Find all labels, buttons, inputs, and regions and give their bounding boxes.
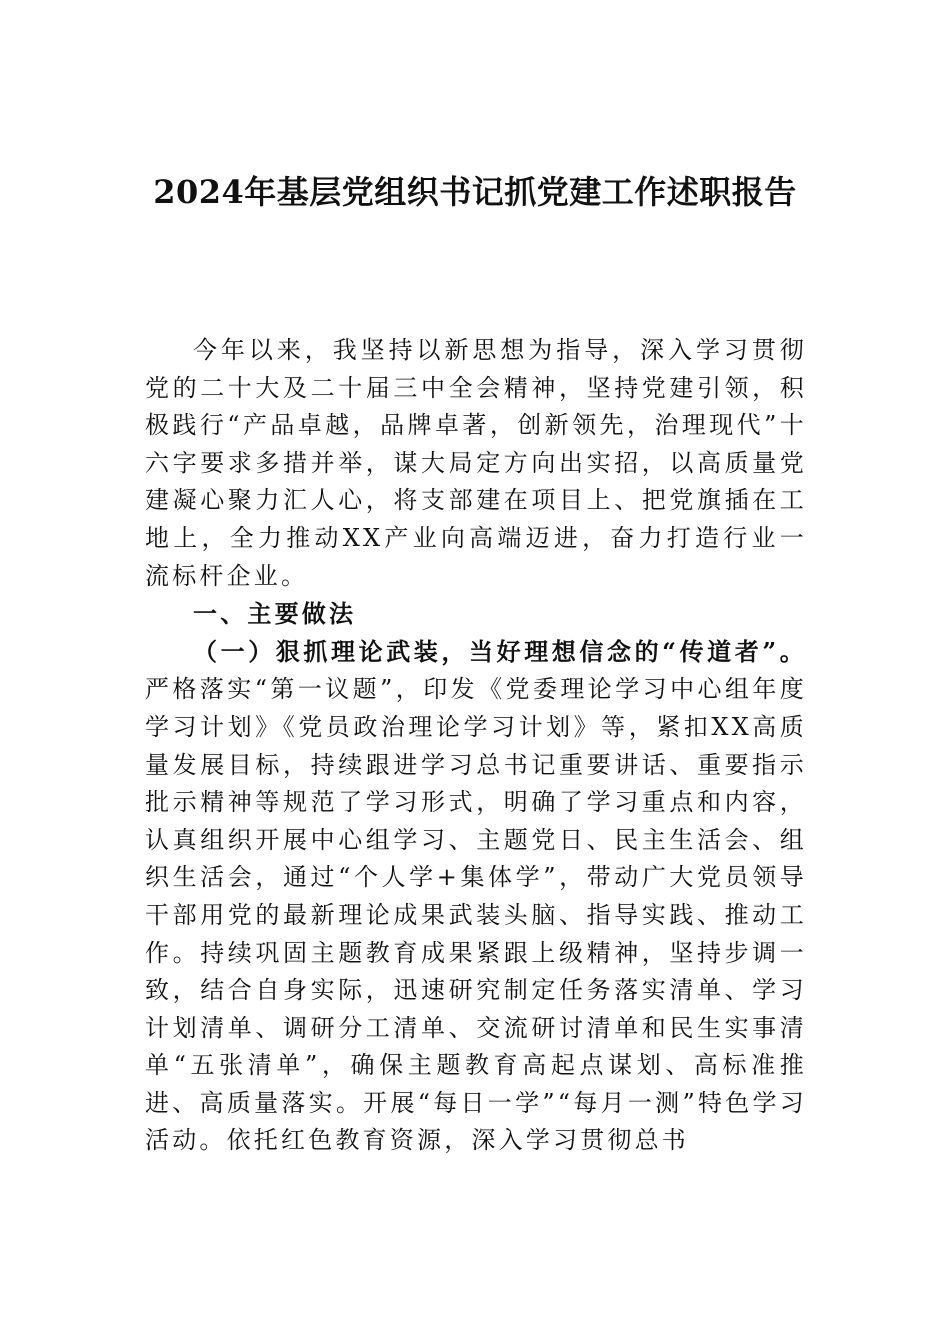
intro-paragraph: 今年以来，我坚持以新思想为指导，深入学习贯彻党的二十大及二十届三中全会精神，坚持党建引领，积极践行“产品卓越，品牌卓著，创新领先，治理现代”十六字要求多措并举，谋大局定方向出实招，以高质量党建凝心聚力汇人心，将支部建在项目上、把党旗插在工地上，全力推动XX产业向高端迈进，奋力打造行业一流标杆企业。 bbox=[145, 336, 807, 590]
subsection-heading: （一）狠抓理论武装，当好理想信念的“传道者”。 bbox=[193, 636, 807, 666]
subsection-text: 严格落实“第一议题”，印发《党委理论学习中心组年度学习计划》《党员政治理论学习计划》等，紧扣XX高质量发展目标，持续跟进学习总书记重要讲话、重要指示批示精神等规范了学习形式，明确了学习重点和内容，认真组织开展中心组学习、主题党日、民主生活会、组织生活会，通过“个人学+集体学”，带动广大党员领导干部用党的最新理论成果武装头脑、指导实践、推动工作。持续巩固主题教育成果紧跟上级精神，坚持步调一致，结合自身实际，迅速研究制定任务落实清单、学习计划清单、调研分工清单、交流研讨清单和民生实事清单“五张清单”，确保主题教育高起点谋划、高标准推进、高质量落实。开展“每日一学”“每月一测”特色学习活动。依托红色教育资源，深入学习贯彻总书 bbox=[145, 675, 807, 1155]
section-heading: 一、主要做法 bbox=[193, 599, 357, 629]
document-body bbox=[145, 332, 807, 1160]
subsection-paragraph bbox=[145, 633, 807, 1160]
document-title: 2024年基层党组织书记抓党建工作述职报告 bbox=[153, 173, 797, 211]
